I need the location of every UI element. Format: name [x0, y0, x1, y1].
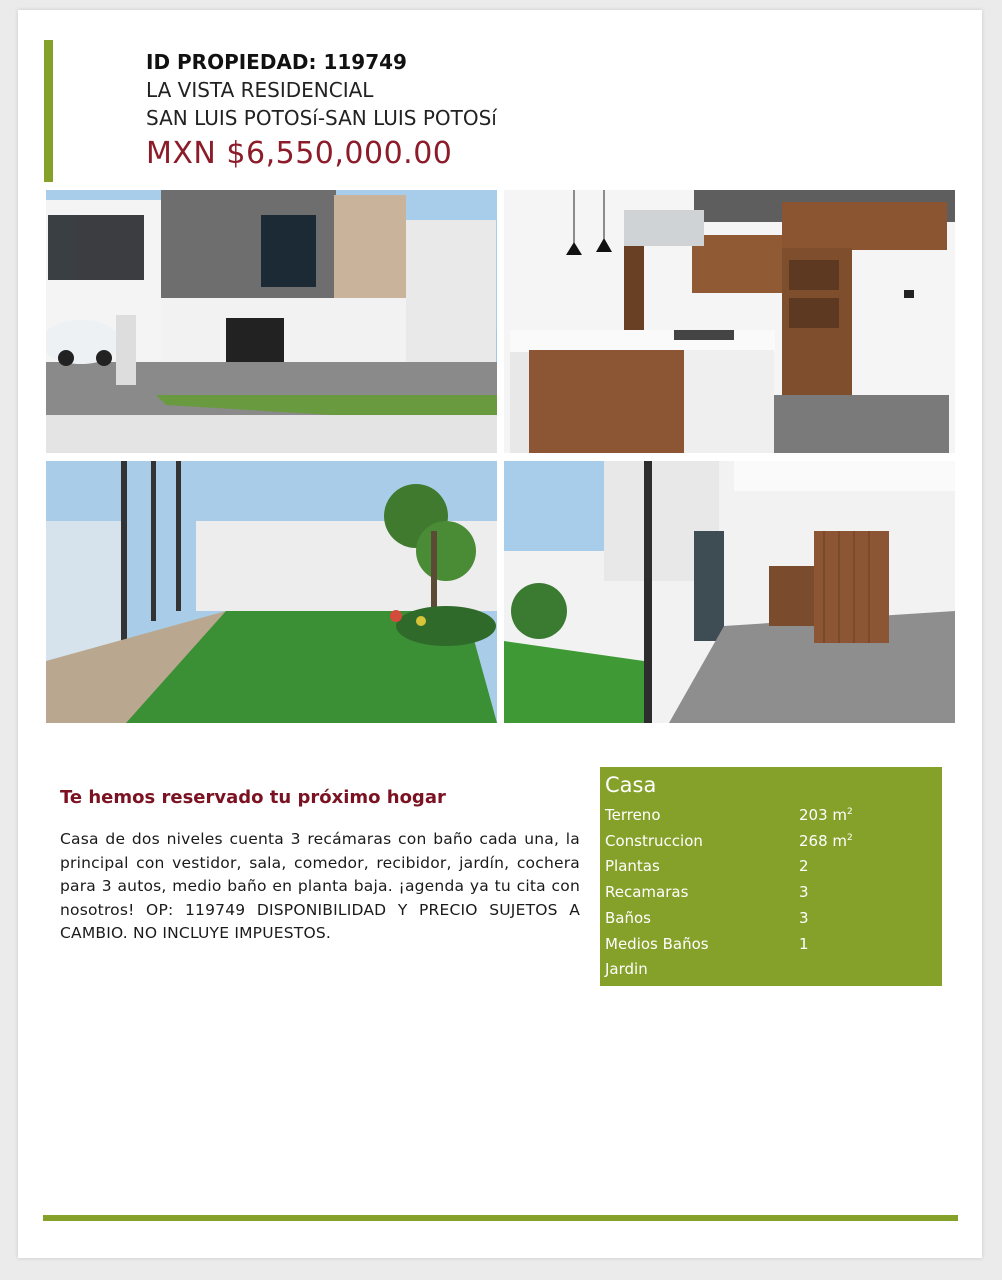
header-accent-bar [44, 40, 53, 182]
property-location: SAN LUIS POTOSí-SAN LUIS POTOSí [146, 106, 497, 130]
spec-value: 1 [799, 934, 809, 953]
brochure-page [18, 10, 982, 1258]
property-description: Casa de dos niveles cuenta 3 recámaras con baño cada una, la principal con vestidor, sala, comedor, recibidor, jardín, cochera para 3 autos, medio baño en planta baja. ¡agenda ya tu cita con nosotros! OP: 119749 DISPONIBILIDAD Y PRECIO SUJETOS A CAMBIO. NO INCLUYE IMPUESTOS. [60, 830, 580, 942]
spec-label: Recamaras [605, 883, 689, 902]
spec-label: Construccion [605, 831, 703, 850]
photo-interior [504, 461, 955, 723]
spec-value: 3 [799, 908, 809, 927]
spec-value: 2 [799, 857, 809, 876]
development-name: LA VISTA RESIDENCIAL [146, 78, 374, 102]
spec-label: Baños [605, 908, 651, 927]
spec-value: 268 $m^2$ [799, 831, 853, 850]
photo-garden [46, 461, 497, 723]
spec-row [605, 960, 935, 986]
spec-row [605, 909, 935, 935]
spec-row [605, 806, 935, 832]
spec-unit-superscript: 2 [847, 807, 853, 817]
section-subtitle: Te hemos reservado tu próximo hogar [60, 787, 446, 808]
spec-row [605, 935, 935, 961]
photo-facade [46, 190, 497, 453]
spec-unit-superscript: 2 [847, 832, 853, 843]
spec-label: Plantas [605, 857, 660, 876]
spec-label: Terreno [605, 806, 661, 824]
property-header [146, 48, 497, 174]
spec-label: Medios Baños [605, 934, 709, 953]
specs-panel [600, 767, 942, 986]
footer-divider [43, 1215, 958, 1221]
property-price: MXN $6,550,000.00 [146, 136, 453, 171]
property-id: ID PROPIEDAD: 119749 [146, 50, 407, 74]
photo-kitchen [504, 190, 955, 453]
spec-label: Jardin [605, 960, 648, 979]
spec-value: 203 $m^2$ [799, 806, 853, 824]
spec-value: 3 [799, 883, 809, 902]
spec-row [605, 832, 935, 858]
specs-title: Casa [605, 773, 657, 797]
spec-row [605, 857, 935, 883]
spec-row [605, 883, 935, 909]
